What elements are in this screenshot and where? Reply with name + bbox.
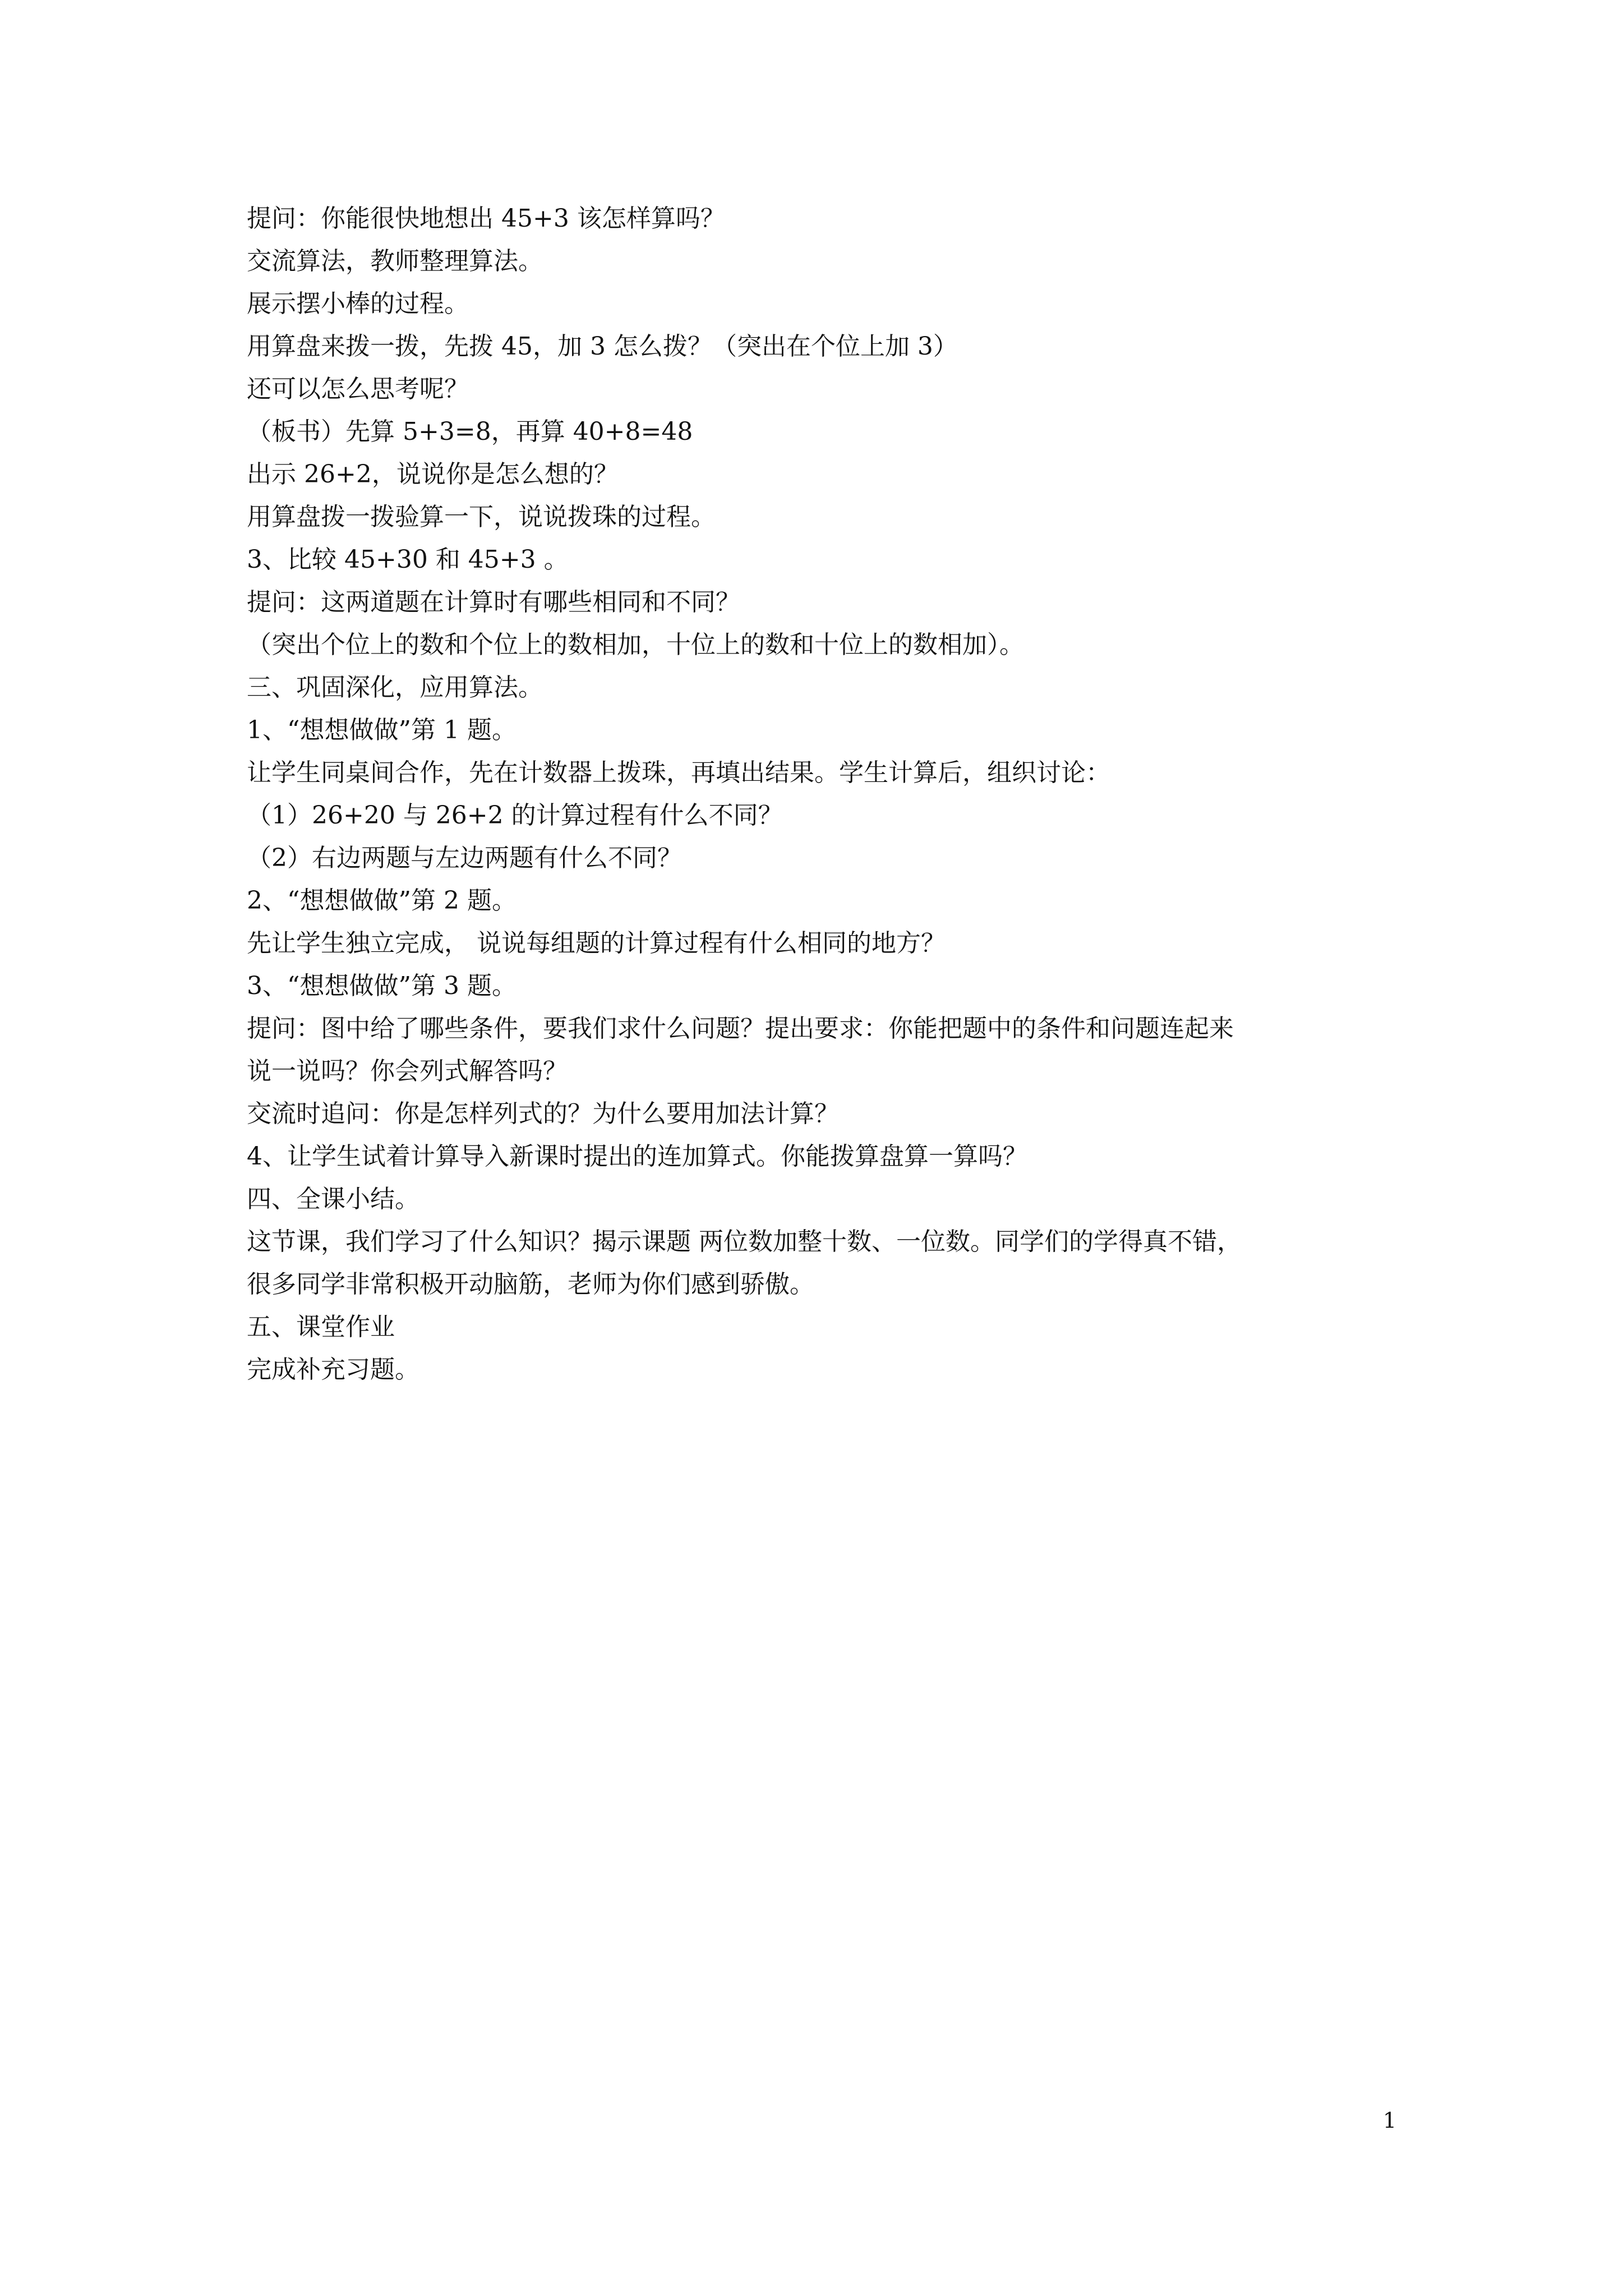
text-line: 1、“想想做做”第 1 题。 (247, 716, 517, 744)
text-line: 交流时追问：你是怎样列式的？为什么要用加法计算？ (247, 1099, 839, 1128)
text-line: 很多同学非常积极开动脑筋，老师为你们感到骄傲。 (247, 1270, 814, 1299)
text-line: 完成补充习题。 (247, 1355, 419, 1384)
text-line: 先让学生独立完成， 说说每组题的计算过程有什么相同的地方？ (247, 929, 946, 958)
text-line: 3、比较 45+30 和 45+3 。 (247, 545, 569, 574)
page-number: 1 (1382, 2108, 1396, 2133)
text-line: 展示摆小棒的过程。 (247, 289, 469, 318)
text-line: 交流算法，教师整理算法。 (247, 247, 543, 275)
text-line: （突出个位上的数和个位上的数相加，十位上的数和十位上的数相加）。 (247, 631, 1024, 659)
text-line: 4、让学生试着计算导入新课时提出的连加算式。你能拨算盘算一算吗？ (247, 1142, 1027, 1171)
document-body (247, 197, 1402, 1391)
text-line: 提问：图中给了哪些条件，要我们求什么问题？提出要求：你能把题中的条件和问题连起来 (247, 1014, 1234, 1043)
text-line: 提问：你能很快地想出 45+3 该怎样算吗？ (247, 204, 725, 233)
text-line: 说一说吗？你会列式解答吗？ (247, 1057, 568, 1085)
text-line: 2、“想想做做”第 2 题。 (247, 886, 517, 915)
text-line: 这节课，我们学习了什么知识？揭示课题 两位数加整十数、一位数。同学们的学得真不错， (247, 1227, 1242, 1256)
text-line: 用算盘来拨一拨，先拨 45，加 3 怎么拨？（突出在个位上加 3） (247, 332, 958, 361)
text-line: 还可以怎么思考呢？ (247, 375, 469, 403)
text-line: （2）右边两题与左边两题有什么不同？ (247, 844, 682, 872)
text-line: 用算盘拨一拨验算一下，说说拨珠的过程。 (247, 503, 716, 531)
text-line: 3、“想想做做”第 3 题。 (247, 972, 517, 1000)
text-line: 提问：这两道题在计算时有哪些相同和不同？ (247, 588, 740, 616)
section-heading: 三、巩固深化，应用算法。 (247, 673, 543, 702)
section-heading: 五、课堂作业 (247, 1313, 395, 1341)
text-line: 让学生同桌间合作，先在计数器上拨珠，再填出结果。学生计算后，组织讨论： (247, 758, 1110, 787)
text-line: 出示 26+2，说说你是怎么想的？ (247, 460, 619, 489)
text-line: （1）26+20 与 26+2 的计算过程有什么不同？ (247, 801, 783, 830)
text-line: （板书）先算 5+3=8，再算 40+8=48 (247, 417, 693, 446)
section-heading: 四、全课小结。 (247, 1185, 419, 1213)
